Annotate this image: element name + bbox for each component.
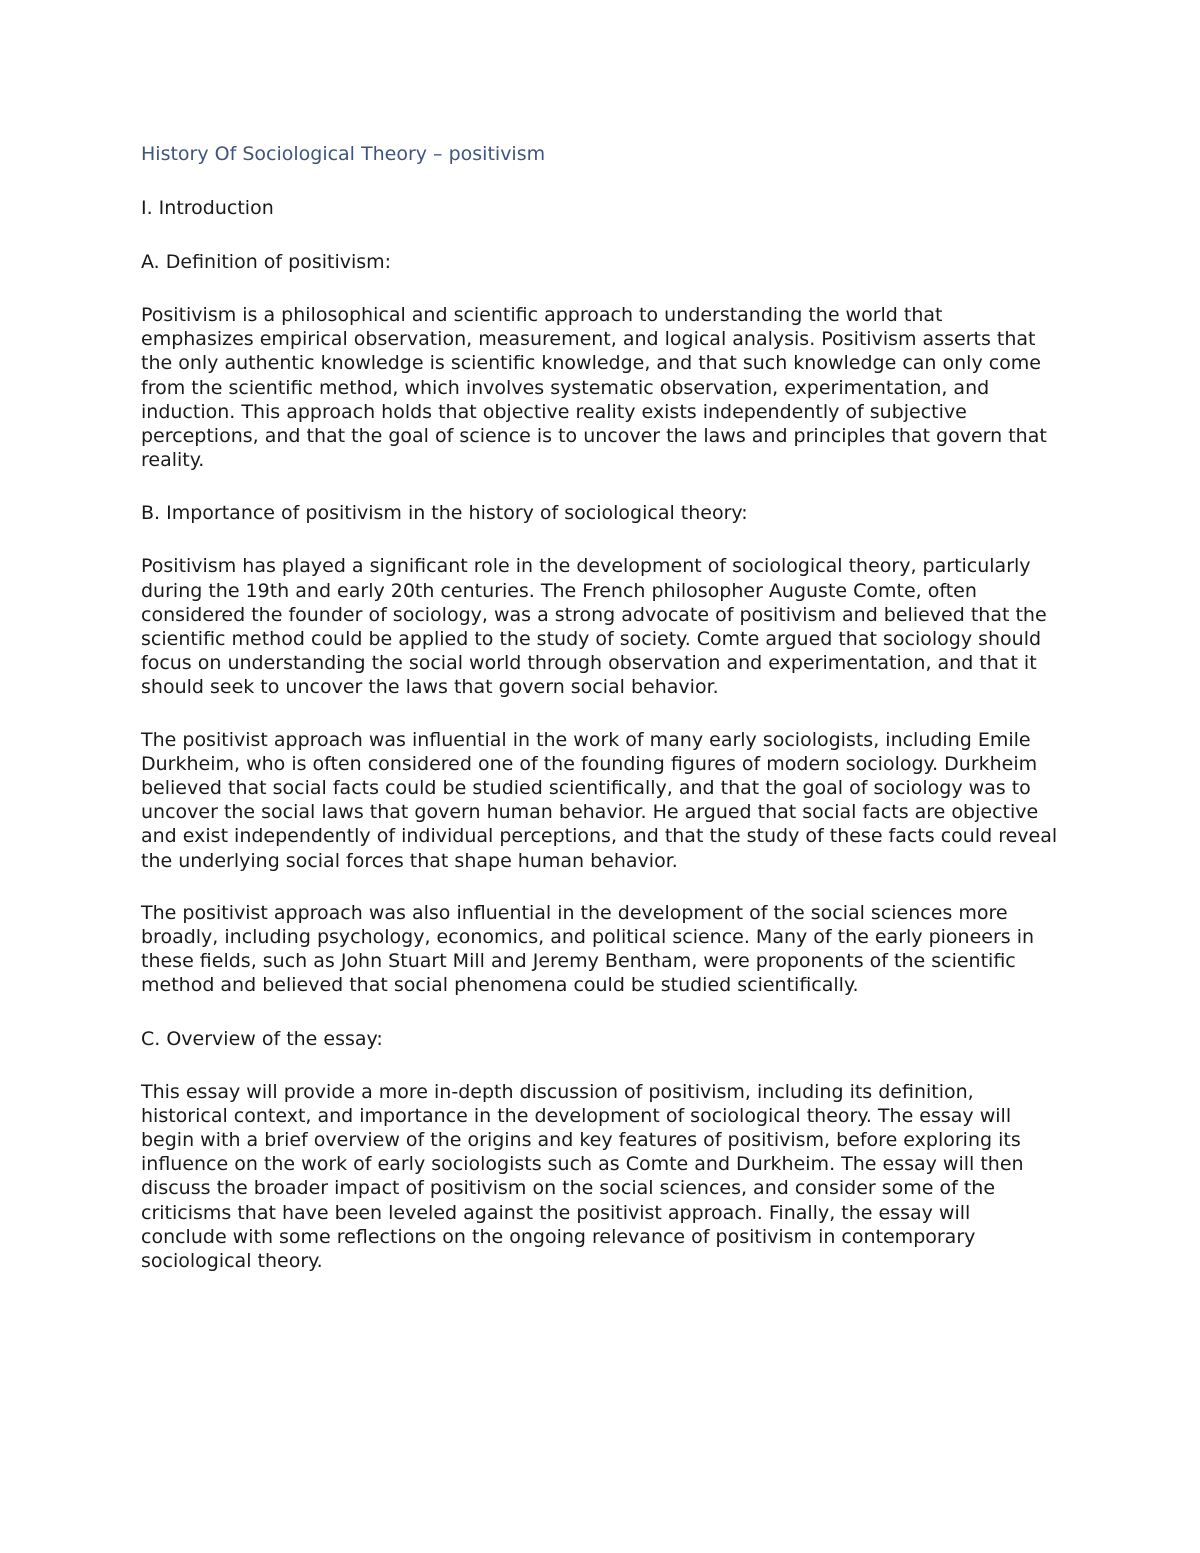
document-title: History Of Sociological Theory – positivism — [141, 143, 546, 165]
paragraph-comte: Positivism has played a significant role in the development of sociological theory, particularly during the 19th and early 20th centuries. The French philosopher Auguste Comte, often considered the founder of sociology, was a strong advocate of positivism and believed that the scientific method could be applied to the study of society. Comte argued that sociology should focus on understanding the social world through observation and experimentation, and that it should seek to uncover the laws that govern social behavior. — [141, 555, 1047, 699]
paragraph-social-sciences: The positivist approach was also influential in the development of the social sciences more broadly, including psychology, economics, and political science. Many of the early pioneers in these fields, such as John Stuart Mill and Jeremy Bentham, were proponents of the scientific method and believed that social phenomena could be studied scientifically. — [141, 901, 1035, 997]
section-heading-introduction: I. Introduction — [141, 197, 274, 219]
paragraph-durkheim: The positivist approach was influential in the work of many early sociologists, including Emile Durkheim, who is often considered one of the founding figures of modern sociology. Durkheim believed that social facts could be studied scientifically, and that the goal of sociology was to uncover the social laws that govern human behavior. He argued that social facts are objective and exist independently of individual perceptions, and that the study of these facts could reveal the underlying social forces that shape human behavior. — [141, 728, 1058, 872]
subheading-definition: A. Definition of positivism: — [141, 251, 392, 273]
paragraph-definition: Positivism is a philosophical and scientific approach to understanding the world that emphasizes empirical observation, measurement, and logical analysis. Positivism asserts that the only authentic knowledge is scientific knowledge, and that such knowledge can only come from the scientific method, which involves systematic observation, experimentation, and induction. This approach holds that objective reality exists independently of subjective perceptions, and that the goal of science is to uncover the laws and principles that govern that reality. — [141, 304, 1047, 472]
document-body — [141, 141, 1059, 1301]
subheading-importance: B. Importance of positivism in the history of sociological theory: — [141, 502, 748, 525]
paragraph-overview: This essay will provide a more in-depth discussion of positivism, including its definition, historical context, and importance in the development of sociological theory. The essay will begin with a brief overview of the origins and key features of positivism, before exploring its influence on the work of early sociologists such as Comte and Durkheim. The essay will then discuss the broader impact of positivism on the social sciences, and consider some of the criticisms that have been leveled against the positivist approach. Finally, the essay will conclude with some reflections on the ongoing relevance of positivism in contemporary sociological theory. — [141, 1080, 1024, 1273]
subheading-overview: C. Overview of the essay: — [141, 1027, 383, 1050]
